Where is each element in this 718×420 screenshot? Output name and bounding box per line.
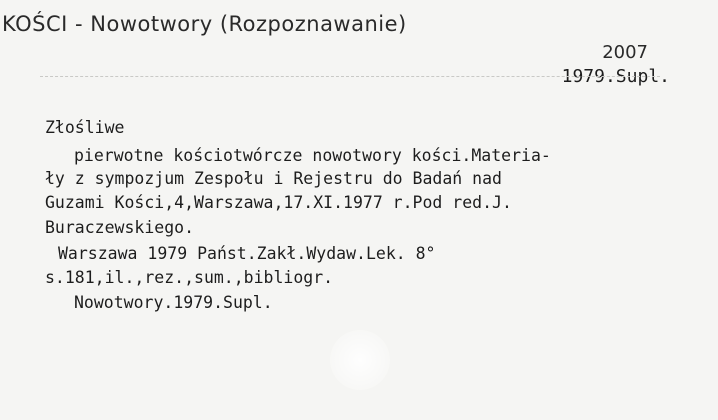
subject-heading: KOŚCI - Nowotwory (Rozpoznawanie): [2, 12, 407, 36]
call-number: 2007: [602, 42, 648, 63]
paper-smudge: [330, 330, 390, 390]
entry-title: Złośliwe: [45, 118, 125, 137]
entry-line: Buraczewskiego.: [45, 218, 195, 237]
entry-line: ły z sympozjum Zespołu i Rejestru do Badań nad: [45, 169, 502, 188]
entry-line: Guzami Kości,4,Warszawa,17.XI.1977 r.Pod red.J.: [45, 193, 512, 212]
entry-line: pierwotne kościotwórcze nowotwory kości.Materia-: [74, 146, 551, 165]
dotted-rule: [40, 76, 660, 77]
series-line: Nowotwory.1979.Supl.: [74, 293, 273, 312]
shelf-mark: 1979.Supl.: [561, 66, 670, 87]
collation-line: s.181,il.,rez.,sum.,bibliogr.: [45, 268, 334, 287]
imprint-line: Warszawa 1979 Państ.Zakł.Wydaw.Lek. 8°: [58, 244, 436, 263]
